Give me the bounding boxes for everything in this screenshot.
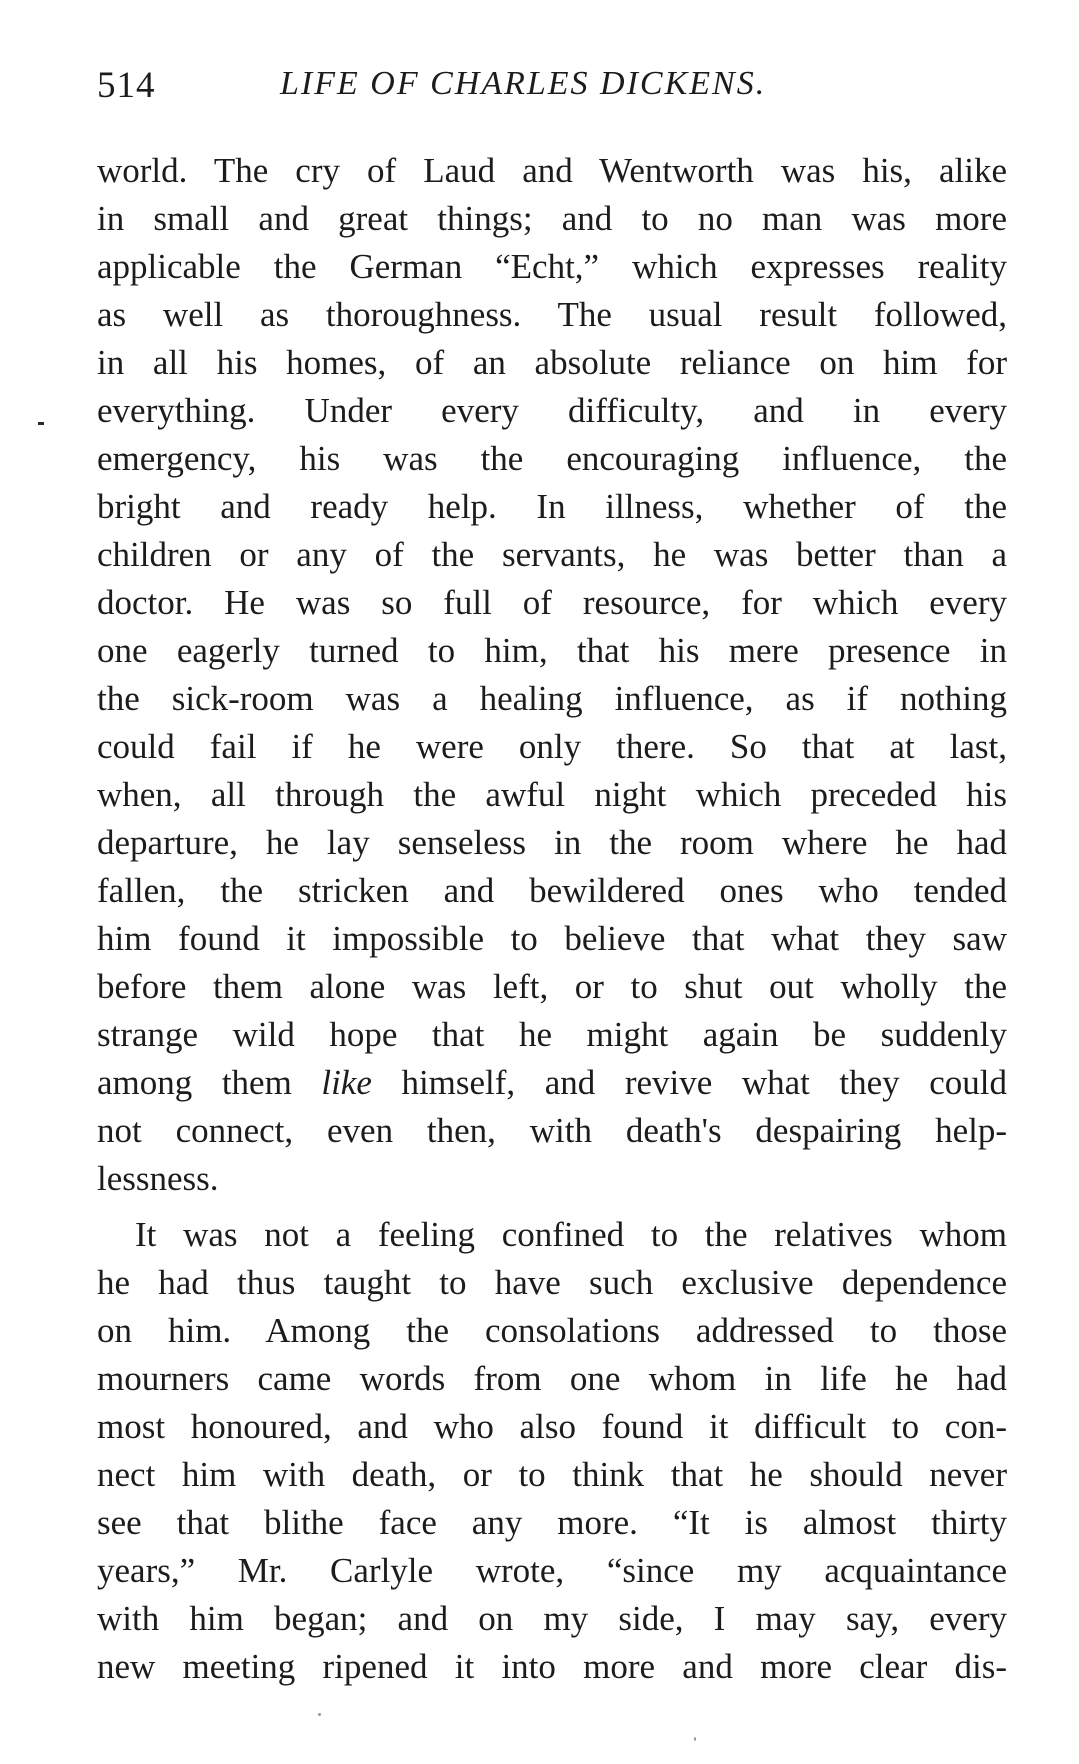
text-line: It was not a feeling confined to the relatives whom <box>135 1215 1007 1254</box>
text-line: departure, he lay senseless in the room where he had <box>97 823 1007 862</box>
text-line: him found it impossible to believe that what they saw <box>97 919 1007 958</box>
text-line: bright and ready help. In illness, whether of the <box>97 487 1007 526</box>
text-line: one eagerly turned to him, that his mere presence in <box>97 631 1007 670</box>
paragraph-2 <box>97 1211 1007 1691</box>
paper-speck <box>694 1737 696 1741</box>
text-segment: among them <box>97 1063 292 1102</box>
text-line: lessness. <box>97 1159 219 1198</box>
italic-word: like <box>321 1063 372 1102</box>
text-line: the sick-room was a healing influence, as if nothing <box>97 679 1007 718</box>
text-line: when, all through the awful night which preceded his <box>97 775 1007 814</box>
text-line: applicable the German “Echt,” which expresses reality <box>97 247 1007 286</box>
text-line: children or any of the servants, he was better than a <box>97 535 1007 574</box>
paragraph-gap <box>97 1203 1007 1211</box>
page-number: 514 <box>97 65 156 106</box>
text-line: years,” Mr. Carlyle wrote, “since my acquaintance <box>97 1551 1007 1590</box>
text-segment: himself, and revive what they could <box>401 1063 1007 1102</box>
text-line: world. The cry of Laud and Wentworth was his, alike <box>97 151 1007 190</box>
body-text <box>97 147 1007 1691</box>
text-line: in small and great things; and to no man was more <box>97 199 1007 238</box>
text-line: see that blithe face any more. “It is almost thirty <box>97 1503 1007 1542</box>
paragraph-1 <box>97 147 1007 1203</box>
text-line: could fail if he were only there. So that at last, <box>97 727 1007 766</box>
text-line: in all his homes, of an absolute reliance on him for <box>97 343 1007 382</box>
text-line: fallen, the stricken and bewildered ones who tended <box>97 871 1007 910</box>
text-line: he had thus taught to have such exclusive dependence <box>97 1263 1007 1302</box>
running-head-title: LIFE OF CHARLES DICKENS. <box>280 65 767 102</box>
paper-speck <box>318 1713 321 1716</box>
text-line: new meeting ripened it into more and more clear dis- <box>97 1647 1007 1686</box>
text-line: as well as thoroughness. The usual result followed, <box>97 295 1007 334</box>
text-line: nect him with death, or to think that he should never <box>97 1455 1007 1494</box>
text-line-with-italic <box>97 1059 1007 1107</box>
text-line: before them alone was left, or to shut out wholly the <box>97 967 1007 1006</box>
margin-mark <box>38 422 44 425</box>
text-line: mourners came words from one whom in life he had <box>97 1359 1007 1398</box>
text-line: on him. Among the consolations addressed to those <box>97 1311 1007 1350</box>
text-line: everything. Under every difficulty, and in every <box>97 391 1007 430</box>
text-line: emergency, his was the encouraging influence, the <box>97 439 1007 478</box>
text-line: not connect, even then, with death's despairing help- <box>97 1111 1007 1150</box>
text-line: with him began; and on my side, I may say, every <box>97 1599 1007 1638</box>
text-line: doctor. He was so full of resource, for which every <box>97 583 1007 622</box>
text-line: strange wild hope that he might again be suddenly <box>97 1015 1007 1054</box>
text-line: most honoured, and who also found it difficult to con- <box>97 1407 1007 1446</box>
